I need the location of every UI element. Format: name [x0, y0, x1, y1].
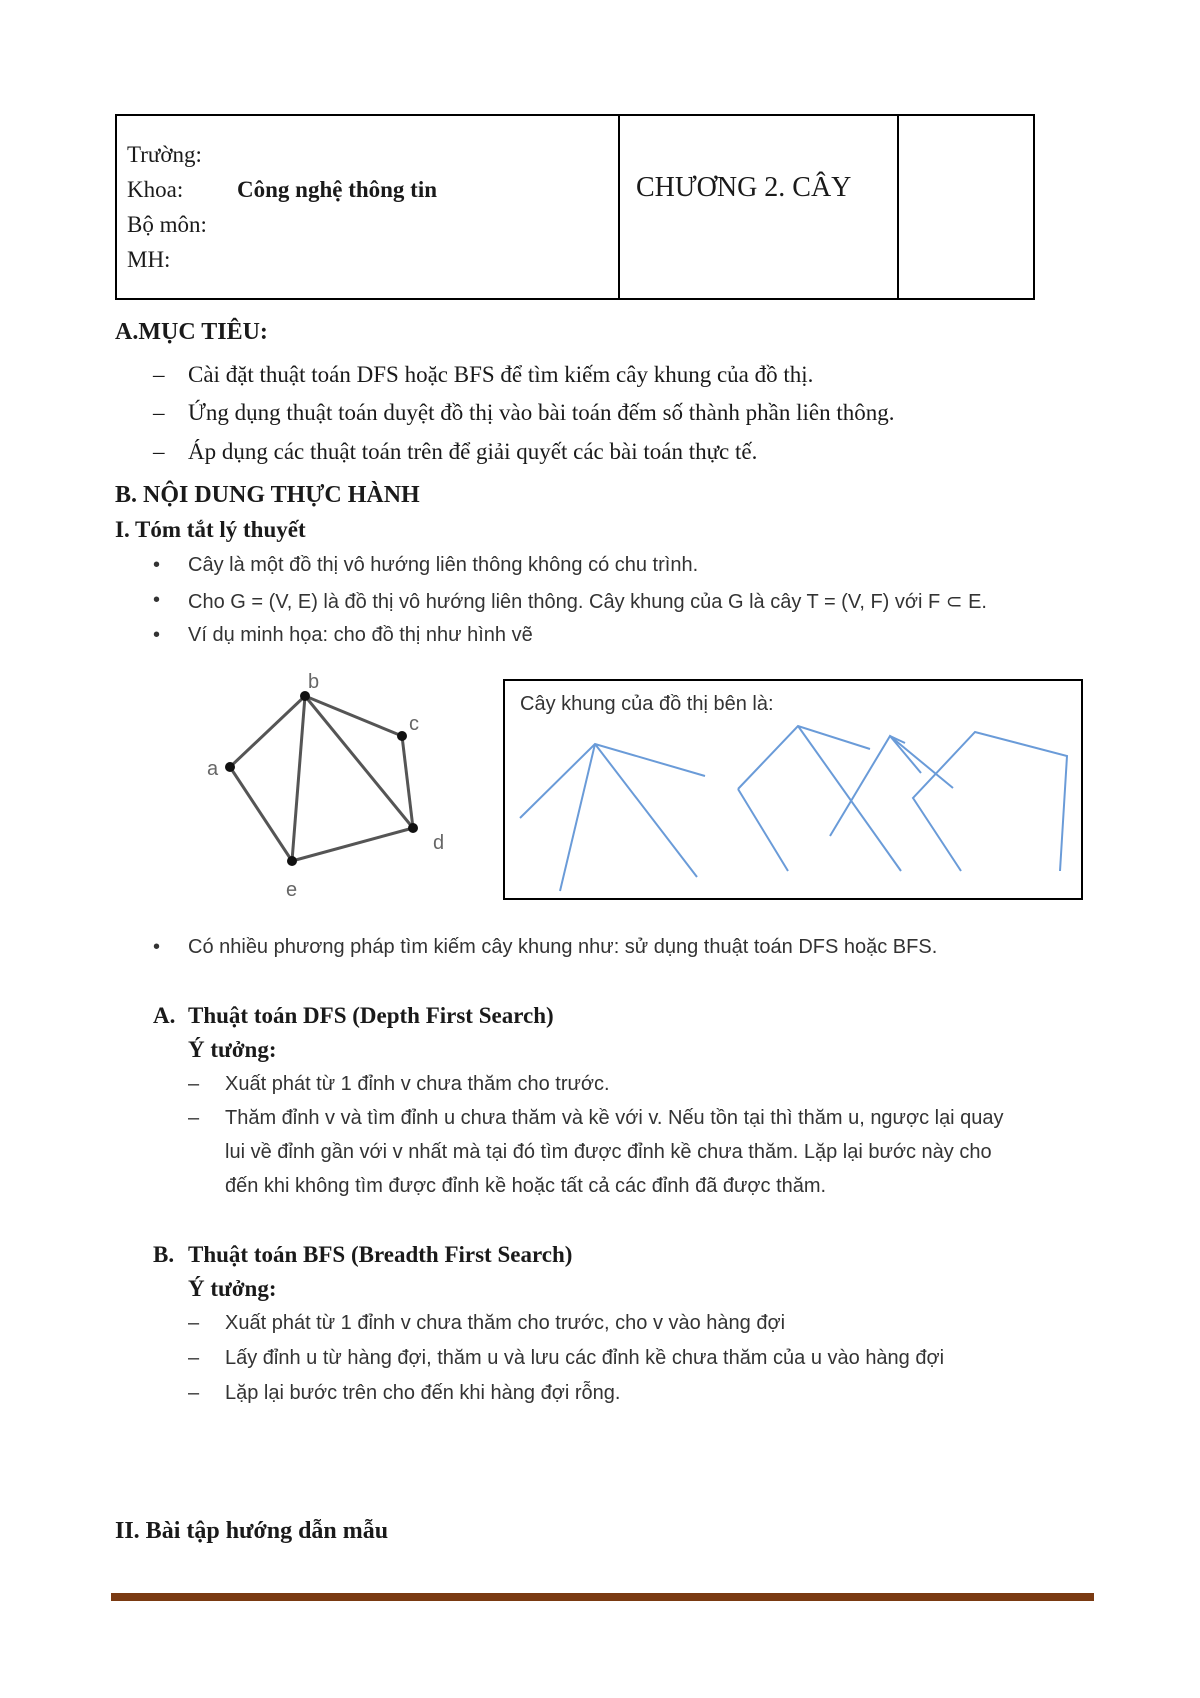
tree-caption: Cây khung của đồ thị bên là:	[520, 693, 774, 715]
chapter-cell	[620, 116, 899, 298]
theory-subheading: I. Tóm tắt lý thuyết	[115, 517, 306, 542]
dash-marker: –	[153, 400, 165, 425]
dfs-idea-label: Ý tưởng:	[188, 1037, 277, 1062]
section-ii-heading: II. Bài tập hướng dẫn mẫu	[115, 1518, 389, 1544]
bullet-dot: •	[153, 589, 161, 611]
dfs-step: Xuất phát từ 1 đỉnh v chưa thăm cho trước.	[225, 1073, 610, 1095]
vertex-d	[408, 823, 418, 833]
dash-marker: –	[188, 1107, 200, 1129]
tree-2-edge	[890, 736, 921, 773]
edge-cd	[402, 736, 413, 828]
spanning-tree-box	[503, 679, 1083, 900]
tree-2-edge	[738, 789, 788, 871]
section-a-heading: A.MỤC TIÊU:	[115, 319, 268, 345]
bfs-step: Lặp lại bước trên cho đến khi hàng đợi rỗng.	[225, 1382, 621, 1404]
dfs-step: Thăm đỉnh v và tìm đỉnh u chưa thăm và kề với v. Nếu tồn tại thì thăm u, ngược lại quay	[225, 1107, 1004, 1129]
graph-figure	[195, 660, 465, 910]
vertex-label-d: d	[433, 832, 445, 854]
tree-1-edge	[560, 744, 595, 891]
bullet-dot: •	[153, 624, 161, 646]
theory-bullet: Cho G = (V, E) là đồ thị vô hướng liên thông. Cây khung của G là cây T = (V, F) với F ⊂ E.	[188, 591, 987, 613]
tree-1-edge	[520, 744, 705, 818]
vertex-label-b: b	[308, 671, 320, 693]
bullet-dot: •	[153, 936, 161, 958]
section-b-heading: B. NỘI DUNG THỰC HÀNH	[115, 482, 420, 508]
dash-marker: –	[188, 1382, 200, 1404]
header-info-cell	[117, 116, 620, 298]
objective-item: Áp dụng các thuật toán trên để giải quyết các bài toán thực tế.	[188, 439, 758, 464]
theory-bullet: Có nhiều phương pháp tìm kiếm cây khung như: sử dụng thuật toán DFS hoặc BFS.	[188, 936, 938, 958]
school-label: Trường:	[127, 142, 202, 167]
objective-item: Ứng dụng thuật toán duyệt đồ thị vào bài toán đếm số thành phần liên thông.	[188, 400, 895, 425]
dash-marker: –	[188, 1073, 200, 1095]
faculty-value: Công nghệ thông tin	[237, 177, 438, 202]
dfs-step: đến khi không tìm được đỉnh kề hoặc tất cả các đỉnh đã được thăm.	[225, 1175, 827, 1197]
dfs-step: lui về đỉnh gần với v nhất mà tại đó tìm được đỉnh kề chưa thăm. Lặp lại bước này cho	[225, 1141, 992, 1163]
edge-bd	[305, 696, 413, 828]
vertex-a	[225, 762, 235, 772]
subject-label: MH:	[127, 247, 171, 272]
dash-marker: –	[188, 1347, 200, 1369]
vertex-label-a: a	[207, 758, 219, 780]
bfs-title: Thuật toán BFS (Breadth First Search)	[188, 1242, 573, 1267]
bfs-step: Lấy đỉnh u từ hàng đợi, thăm u và lưu các đỉnh kề chưa thăm của u vào hàng đợi	[225, 1347, 945, 1369]
edge-ed	[292, 828, 413, 861]
dash-marker: –	[153, 362, 165, 387]
bfs-step: Xuất phát từ 1 đỉnh v chưa thăm cho trước, cho v vào hàng đợi	[225, 1312, 786, 1334]
department-label: Bộ môn:	[127, 212, 207, 237]
chapter-title: CHƯƠNG 2. CÂY	[636, 172, 852, 203]
bfs-marker: B.	[153, 1242, 175, 1267]
theory-bullet: Cây là một đồ thị vô hướng liên thông không có chu trình.	[188, 554, 699, 576]
tree-2-edge	[798, 726, 901, 871]
tree-1-edge	[595, 744, 697, 877]
header-table	[115, 114, 1035, 300]
bfs-idea-label: Ý tưởng:	[188, 1276, 277, 1301]
vertex-e	[287, 856, 297, 866]
theory-bullet: Ví dụ minh họa: cho đồ thị như hình vẽ	[188, 624, 533, 646]
objective-item: Cài đặt thuật toán DFS hoặc BFS để tìm kiếm cây khung của đồ thị.	[188, 362, 814, 387]
tree-2-edge	[830, 736, 953, 836]
edge-be	[292, 696, 305, 861]
vertex-label-e: e	[286, 879, 298, 901]
bullet-dot: •	[153, 554, 161, 576]
dash-marker: –	[153, 439, 165, 464]
edge-ab	[230, 696, 305, 767]
vertex-c	[397, 731, 407, 741]
dash-marker: –	[188, 1312, 200, 1334]
tree-3-edge	[913, 732, 1067, 871]
dfs-marker: A.	[153, 1003, 176, 1028]
footer-bar	[111, 1593, 1094, 1601]
faculty-label: Khoa:	[127, 177, 184, 202]
dfs-title: Thuật toán DFS (Depth First Search)	[188, 1003, 554, 1028]
spanning-trees	[505, 681, 1080, 897]
vertex-label-c: c	[409, 713, 419, 735]
edge-ae	[230, 767, 292, 861]
